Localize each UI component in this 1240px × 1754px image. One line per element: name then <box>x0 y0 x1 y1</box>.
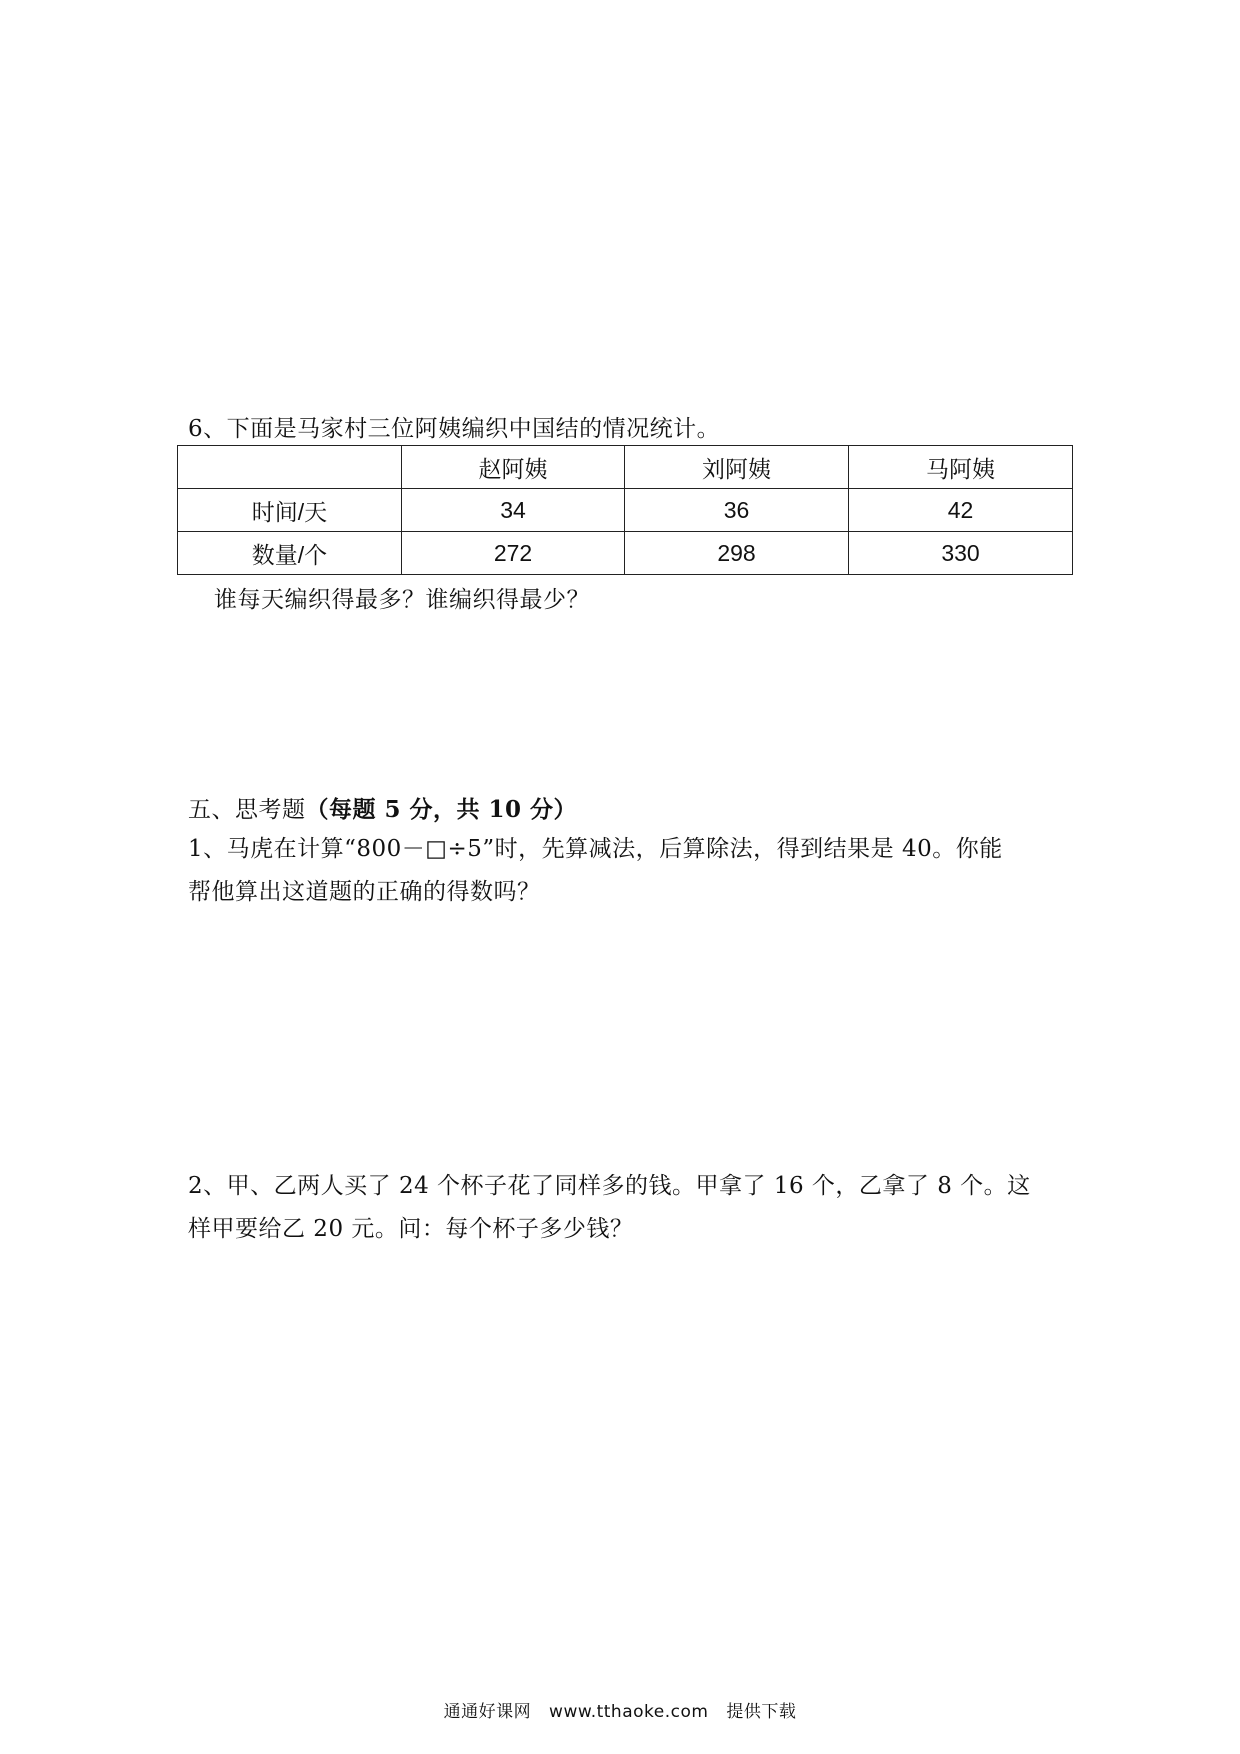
table-cell: 42 <box>849 489 1073 532</box>
table-header-cell: 赵阿姨 <box>402 446 625 489</box>
table-cell: 36 <box>625 489 849 532</box>
knotting-stats-table <box>177 445 1073 575</box>
section-5-title <box>188 795 577 825</box>
question-6-title: 6、下面是马家村三位阿姨编织中国结的情况统计。 <box>188 416 721 442</box>
row-label-cell: 时间/天 <box>178 489 402 532</box>
question-6-prompt: 谁每天编织得最多？谁编织得最少？ <box>214 587 590 613</box>
problem-1-line-2: 帮他算出这道题的正确的得数吗？ <box>188 879 541 905</box>
table-cell: 34 <box>402 489 625 532</box>
footer-suffix: 提供下载 <box>726 1702 797 1722</box>
table-header-cell <box>178 446 402 489</box>
problem-2-line-1: 2、甲、乙两人买了 24 个杯子花了同样多的钱。甲拿了 16 个，乙拿了 8 个。这 <box>188 1173 1031 1199</box>
section-5-title-prefix: 五、思考题 <box>188 797 306 823</box>
table-row <box>178 532 1073 575</box>
problem-1-line-1: 1、马虎在计算“800－□÷5”时，先算减法，后算除法，得到结果是 40。你能 <box>188 836 1003 862</box>
table-header-cell: 刘阿姨 <box>625 446 849 489</box>
problem-2-line-2: 样甲要给乙 20 元。问：每个杯子多少钱？ <box>188 1216 634 1242</box>
page-footer <box>0 1697 1240 1722</box>
footer-url-link[interactable]: www.tthaoke.com <box>549 1702 709 1722</box>
table-cell: 330 <box>849 532 1073 575</box>
row-label-cell: 数量/个 <box>178 532 402 575</box>
section-5-score-note: （每题 5 分，共 10 分） <box>305 796 578 823</box>
table-header-row <box>178 446 1073 489</box>
table-header-cell: 马阿姨 <box>849 446 1073 489</box>
footer-site-name: 通通好课网 <box>443 1702 532 1722</box>
table-cell: 272 <box>402 532 625 575</box>
table-row <box>178 489 1073 532</box>
table-cell: 298 <box>625 532 849 575</box>
